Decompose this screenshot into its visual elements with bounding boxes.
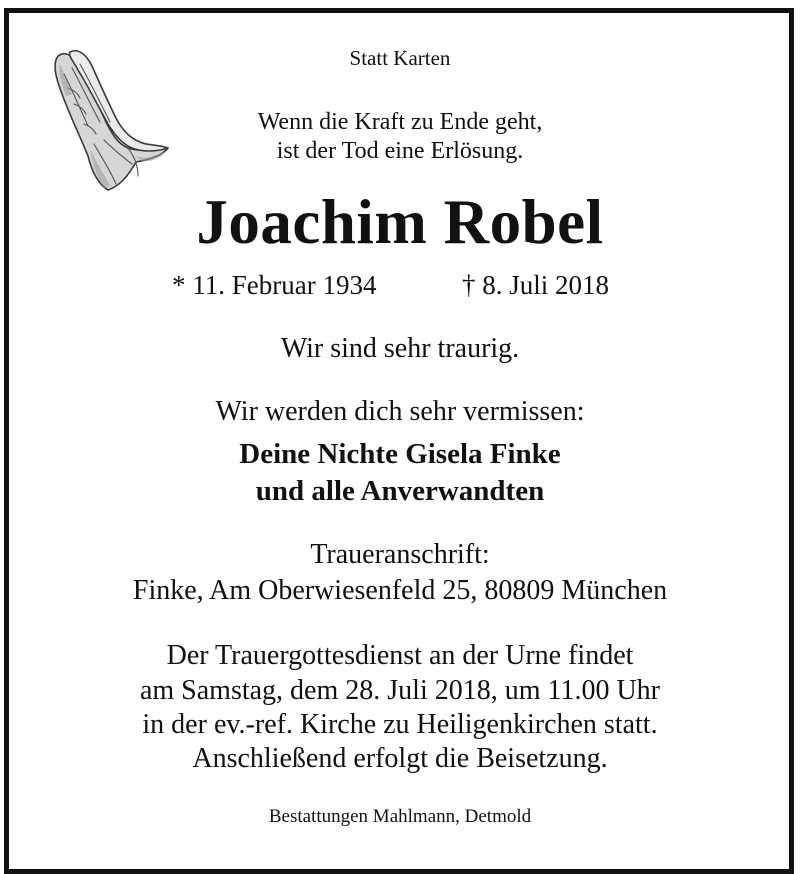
funeral-home: Bestattungen Mahlmann, Detmold [268,806,532,827]
mourner-line-1: Deine Nichte Gisela Finke [239,438,561,470]
address-text: Finke, Am Oberwiesenfeld 25, 80809 München [132,575,668,606]
service-line-1: Der Trauergottesdienst an der Urne findet [166,640,634,671]
service-line-4: Anschließend erfolgt die Beisetzung. [192,743,608,774]
missing-text: Wir werden dich sehr vermissen: [215,396,585,427]
address-label: Traueranschrift: [310,539,490,570]
grief-text: Wir sind sehr traurig. [280,333,520,364]
verse-line-1: Wenn die Kraft zu Ende geht, [257,109,543,135]
death-date: † 8. Juli 2018 [462,270,610,300]
service-line-2: am Samstag, dem 28. Juli 2018, um 11.00 Uhr [139,675,661,706]
deceased-name: Joachim Robel [196,187,604,257]
header-text: Statt Karten [349,46,451,70]
birth-date: * 11. Februar 1934 [172,270,377,300]
verse-line-2: ist der Tod eine Erlösung. [276,138,524,164]
mourner-line-2: und alle Anverwandten [255,475,545,507]
service-line-3: in der ev.-ref. Kirche zu Heiligenkirchen statt. [142,709,658,740]
